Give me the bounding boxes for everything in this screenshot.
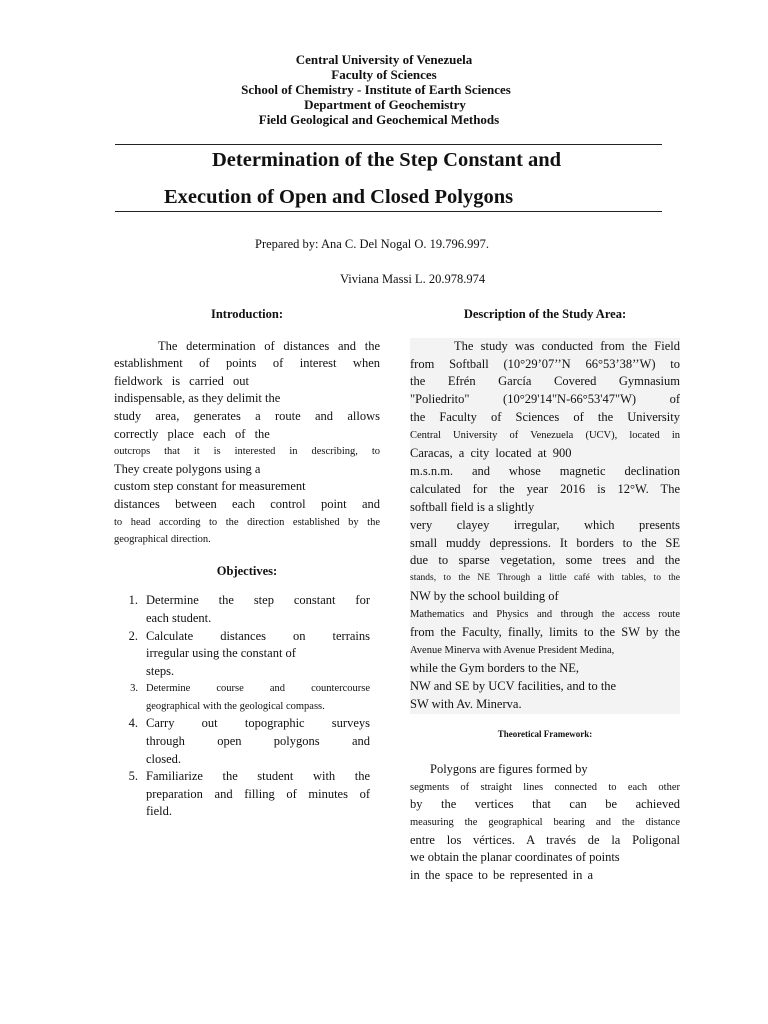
right-column (410, 306, 680, 884)
study-line: calculated for the year 2016 is 12°W. The (410, 481, 680, 496)
title-bottom-rule (115, 211, 662, 212)
theory-line: in the space to be represented in a (410, 867, 594, 882)
study-line: Mathematics and Physics and through the access route (410, 609, 680, 621)
study-line: Caracas, a city located at 900 (410, 446, 572, 461)
left-column (114, 306, 380, 821)
intro-line: indispensable, as they delimit the (114, 391, 281, 406)
study-line: m.s.n.m. and whose magnetic declination (410, 463, 680, 478)
objective-number: 4. (128, 716, 138, 731)
objective-number: 3. (130, 683, 138, 695)
objective-item (114, 592, 370, 627)
objective-line: each student. (146, 610, 212, 625)
title-top-rule (115, 144, 662, 145)
objective-number: 2. (128, 628, 138, 643)
study-line: Central University of Venezuela (UCV), located in (410, 430, 680, 442)
objective-line: geographical with the geological compass. (146, 700, 325, 712)
study-area-body (410, 338, 680, 714)
study-line: The study was conducted from the Field (454, 338, 680, 353)
intro-line: establishment of points of interest when (114, 356, 380, 371)
study-line: NW and SE by UCV facilities, and to the (410, 678, 617, 693)
objective-item (114, 715, 370, 768)
intro-line: study area, generates a route and allows (114, 408, 380, 423)
study-line: from the Faculty, finally, limits to the SW by the (410, 625, 680, 640)
objective-item (114, 768, 370, 821)
study-line: the Efrén García Covered Gymnasium (410, 374, 680, 389)
objective-line: steps. (146, 663, 175, 678)
theory-line: by the vertices that can be achieved (410, 797, 680, 812)
theory-heading: Theoretical Framework: (497, 728, 593, 739)
department-name: Department of Geochemistry (304, 97, 466, 112)
theory-line: entre los vértices. A través de la Poligonal (410, 832, 680, 847)
objectives-heading: Objectives: (216, 563, 278, 578)
study-line: due to sparse vegetation, some trees and the (410, 553, 680, 568)
objectives-list (114, 592, 370, 821)
faculty-name: Faculty of Sciences (331, 67, 437, 82)
intro-line: The determination of distances and the (158, 338, 380, 353)
intro-line: to head according to the direction established by the (114, 516, 380, 528)
objective-line: field. (146, 804, 173, 819)
intro-line: fieldwork is carried out (114, 373, 249, 388)
objective-line: irregular using the constant of (146, 646, 296, 661)
theory-line: measuring the geographical bearing and the distance (410, 817, 680, 828)
objective-line: Carry out topographic surveys (146, 716, 370, 731)
intro-line: outcrops that it is interested in describing, to (114, 446, 380, 458)
objective-line: Familiarize the student with the (146, 769, 370, 784)
objective-number: 5. (128, 769, 138, 784)
study-line: small muddy depressions. It borders to the SE (410, 535, 680, 550)
study-line: very clayey irregular, which presents (410, 517, 680, 532)
objective-line: closed. (146, 751, 182, 766)
intro-line: They create polygons using a (114, 461, 261, 476)
theory-line: Polygons are figures formed by (430, 762, 588, 777)
study-line: the Faculty of Sciences of the University (410, 410, 680, 425)
study-line: softball field is a slightly (410, 499, 535, 514)
intro-line: custom step constant for measurement (114, 479, 306, 494)
objective-item (114, 680, 370, 715)
theory-line: we obtain the planar coordinates of points (410, 850, 620, 865)
study-line: from Softball (10°29’07’’N 66°53’38’’W) to (410, 356, 680, 371)
author-line-1: Prepared by: Ana C. Del Nogal O. 19.796.997. (255, 237, 489, 251)
theory-body (410, 761, 680, 884)
objective-item (114, 628, 370, 681)
intro-line: correctly place each of the (114, 426, 270, 441)
objective-line: preparation and filling of minutes of (146, 786, 370, 801)
objective-number: 1. (128, 593, 138, 608)
introduction-body (114, 338, 380, 549)
study-line: SW with Av. Minerva. (410, 696, 522, 711)
intro-line: distances between each control point and (114, 496, 380, 511)
school-name: School of Chemistry - Institute of Earth Sciences (241, 82, 511, 97)
study-line: Avenue Minerva with Avenue President Medina, (410, 645, 615, 656)
objective-line: Determine course and countercourse (146, 683, 370, 695)
institution-header (0, 52, 768, 127)
study-line: NW by the school building of (410, 589, 559, 604)
university-name: Central University of Venezuela (295, 52, 473, 67)
objective-line: through open polygons and (146, 734, 370, 749)
study-line: while the Gym borders to the NE, (410, 660, 580, 675)
study-line: "Poliedrito" (10°29'14"N-66°53'47"W) of (410, 392, 680, 407)
study-line: stands, to the NE Through a little café with tables, to the (410, 573, 680, 584)
intro-line: geographical direction. (114, 534, 211, 546)
author-line-2: Viviana Massi L. 20.978.974 (340, 272, 486, 286)
course-name: Field Geological and Geochemical Methods (258, 112, 500, 127)
title-line-2: Execution of Open and Closed Polygons (164, 186, 514, 208)
title-line-1: Determination of the Step Constant and (212, 149, 562, 171)
theory-line: segments of straight lines connected to each other (410, 781, 680, 793)
study-area-heading: Description of the Study Area: (463, 307, 627, 321)
objective-line: Calculate distances on terrains (146, 628, 370, 643)
introduction-heading: Introduction: (210, 307, 283, 321)
objective-line: Determine the step constant for (146, 593, 370, 608)
